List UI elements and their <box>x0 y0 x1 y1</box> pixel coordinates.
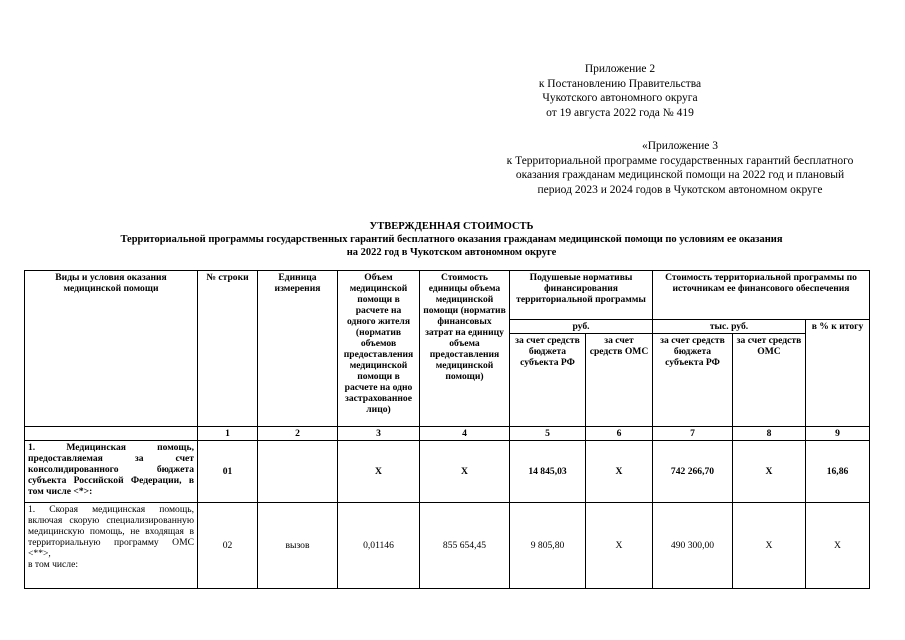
title-line-1: УТВЕРЖДЕННАЯ СТОИМОСТЬ <box>369 221 534 232</box>
appendix-3-header <box>460 139 900 197</box>
row-1-total-budget: 742 266,70 <box>653 441 733 503</box>
col-number-1: 1 <box>198 427 258 441</box>
document-title <box>24 220 879 259</box>
row-2-cost: 855 654,45 <box>420 503 510 589</box>
col-number-5: 5 <box>510 427 586 441</box>
appendix-line-3: Чукотского автономного округа <box>542 92 698 104</box>
appendix-line-1: Приложение 2 <box>584 63 656 75</box>
appendix-line-2: к Постановлению Правительства <box>538 77 702 90</box>
header-line-no: № строки <box>198 271 258 427</box>
header-unit-cost: Стоимость единицы объема медицинской помощи (норматив финансовых затрат на единицу объема предоставления медицинской помощи) <box>420 271 510 427</box>
col-number-9: 9 <box>806 427 870 441</box>
row-1-per-capita-budget: 14 845,03 <box>510 441 586 503</box>
header-budget-rub: за счет средств бюджета субъекта РФ <box>510 334 586 427</box>
row-1-unit <box>258 441 338 503</box>
row-2-volume: 0,01146 <box>338 503 420 589</box>
table-row <box>25 503 870 589</box>
row-2-unit: вызов <box>258 503 338 589</box>
row-2-name-tail: в том числе: <box>28 559 79 570</box>
header-budget-thous: за счет средств бюджета субъекта РФ <box>653 334 733 427</box>
col-number-3: 3 <box>338 427 420 441</box>
header-per-capita: Подушевые нормативы финансирования территориальной программы <box>510 271 653 320</box>
col-number-6: 6 <box>586 427 653 441</box>
row-2-name <box>25 503 198 589</box>
col-number-1 <box>25 427 198 441</box>
row-1-name: 1. Медицинская помощь, предоставляемая за счет консолидированного бюджета субъекта Российской Федерации, в том числе <*>: <box>25 441 198 503</box>
row-1-cost: X <box>420 441 510 503</box>
col-number-7: 7 <box>653 427 733 441</box>
header-unit: Единица измерения <box>258 271 338 427</box>
header-program-cost: Стоимость территориальной программы по источникам ее финансового обеспечения <box>653 271 870 320</box>
row-1-volume: X <box>338 441 420 503</box>
header-oms-thous: за счет средств ОМС <box>733 334 806 427</box>
cost-table <box>24 270 870 589</box>
header-thous-rub: тыс. руб. <box>653 320 806 334</box>
row-2-name-text: 1. Скорая медицинская помощь, включая скорую специализированную медицинскую помощь, не входящая в территориальную программу ОМС <**>, <box>28 504 194 559</box>
row-2-total-oms: X <box>733 503 806 589</box>
header-oms-rub: за счет средств ОМС <box>586 334 653 427</box>
appendix-header <box>430 62 810 120</box>
header-percent: в % к итогу <box>806 320 870 427</box>
row-2-line: 02 <box>198 503 258 589</box>
row-2-total-budget: 490 300,00 <box>653 503 733 589</box>
row-2-per-capita-budget: 9 805,80 <box>510 503 586 589</box>
appendix-line-4: от 19 августа 2022 года № 419 <box>546 106 694 119</box>
title-line-3: на 2022 год в Чукотском автономном округе <box>346 247 557 258</box>
appendix-3-line-1: «Приложение 3 <box>641 140 719 152</box>
row-1-percent: 16,86 <box>806 441 870 503</box>
row-2-per-capita-oms: X <box>586 503 653 589</box>
header-volume: Объем медицинской помощи в расчете на одного жителя (норматив объемов предоставления медицинской помощи в расчете на одно застрахованное лицо) <box>338 271 420 427</box>
row-1-line: 01 <box>198 441 258 503</box>
table-row <box>25 441 870 503</box>
header-types: Виды и условия оказания медицинской помощи <box>25 271 198 427</box>
col-number-4: 4 <box>420 427 510 441</box>
title-line-2: Территориальной программы государственных гарантий бесплатного оказания гражданам медицинской помощи по условиям ее оказания <box>120 234 783 245</box>
row-2-percent: X <box>806 503 870 589</box>
col-number-2: 2 <box>258 427 338 441</box>
appendix-3-line-4: период 2023 и 2024 годов в Чукотском автономном округе <box>537 183 823 196</box>
appendix-3-line-3: оказания гражданам медицинской помощи на 2022 год и плановый <box>515 169 845 181</box>
appendix-3-line-2: к Территориальной программе государственных гарантий бесплатного <box>506 154 854 167</box>
header-rub: руб. <box>510 320 653 334</box>
column-number-row <box>25 427 870 441</box>
col-number-8: 8 <box>733 427 806 441</box>
row-1-per-capita-oms: X <box>586 441 653 503</box>
row-1-total-oms: X <box>733 441 806 503</box>
